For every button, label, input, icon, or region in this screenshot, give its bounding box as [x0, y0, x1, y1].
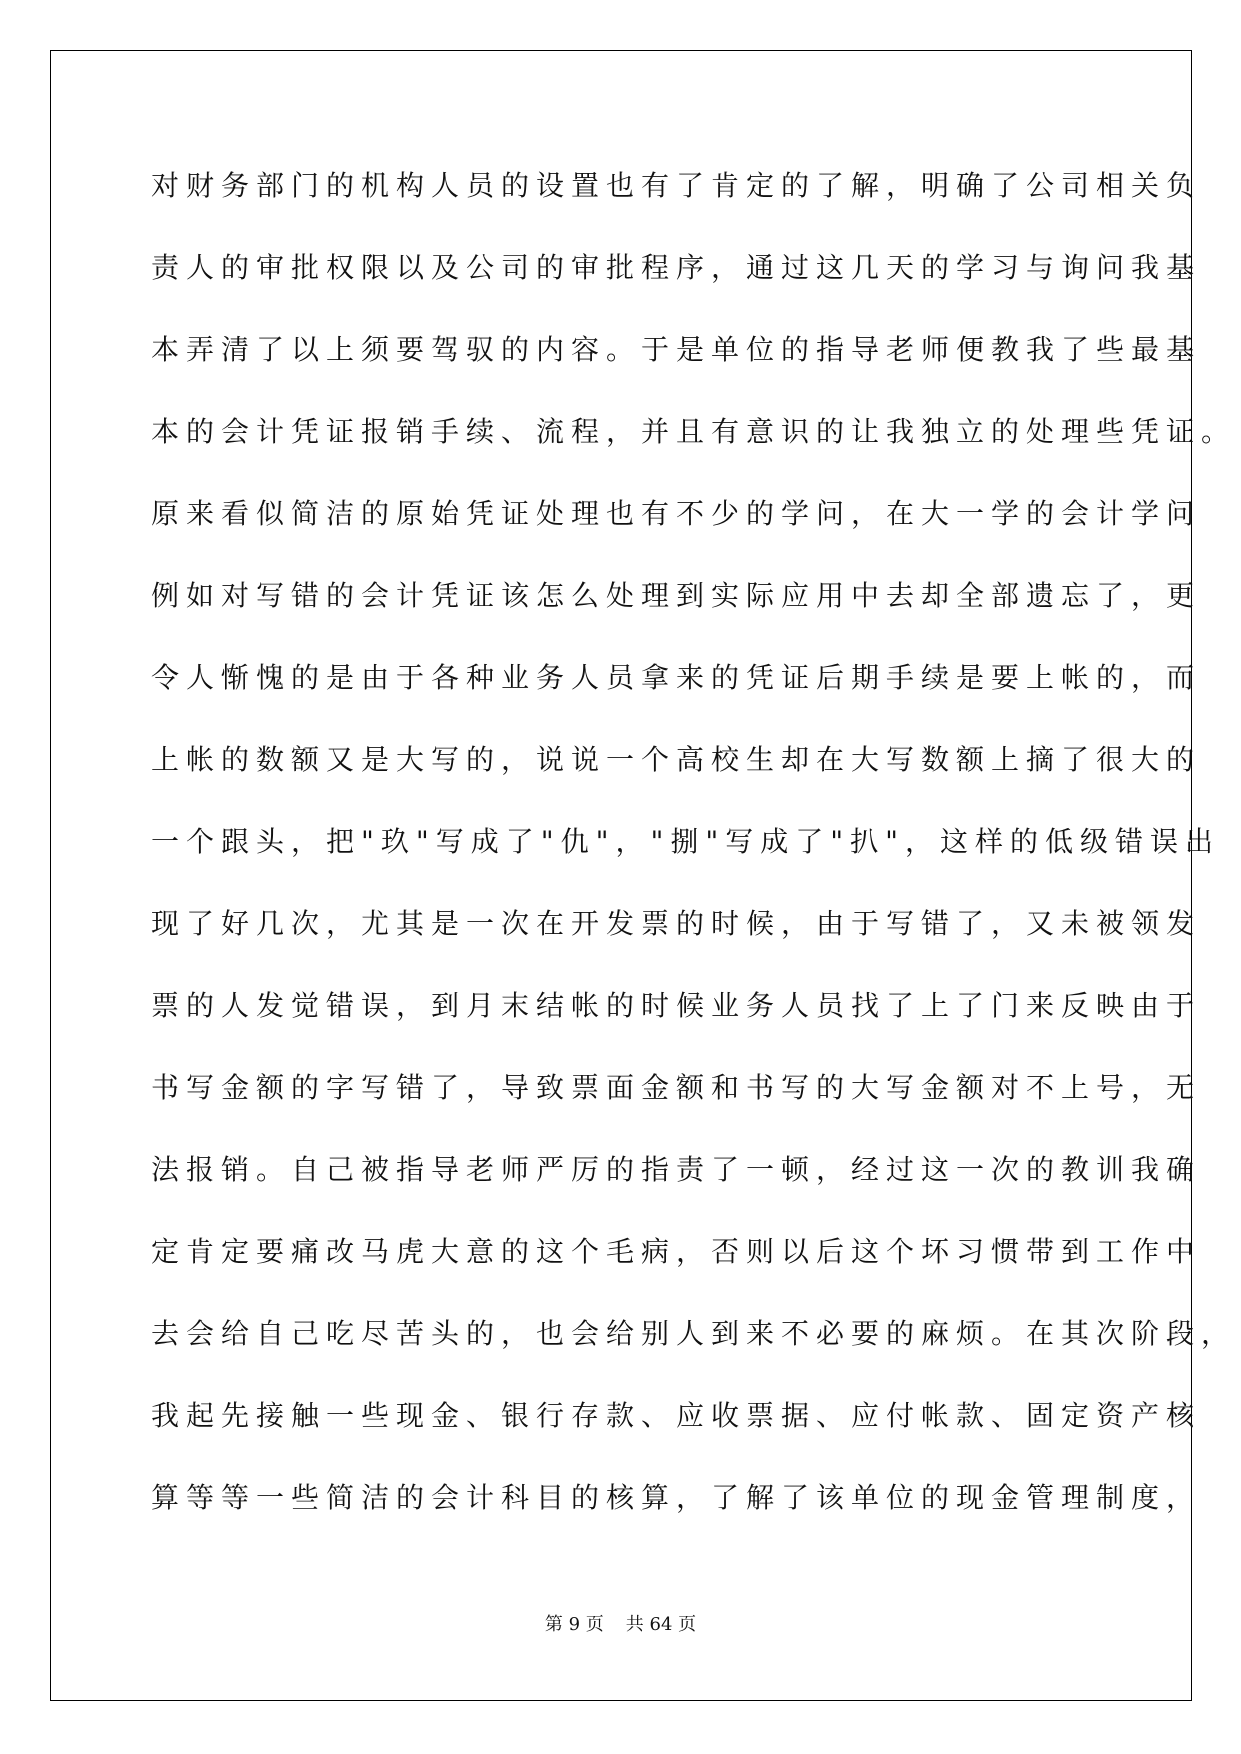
text-line: 定肯定要痛改马虎大意的这个毛病，否则以后这个坏习惯带到工作中	[151, 1235, 1202, 1268]
current-page-number: 第 9 页	[544, 1614, 604, 1635]
text-line: 令人惭愧的是由于各种业务人员拿来的凭证后期手续是要上帐的，而	[151, 661, 1202, 694]
text-line: 法报销。自己被指导老师严厉的指责了一顿，经过这一次的教训我确	[151, 1153, 1202, 1186]
text-line: 对财务部门的机构人员的设置也有了肯定的了解，明确了公司相关负	[151, 169, 1202, 202]
text-line: 原来看似简洁的原始凭证处理也有不少的学问，在大一学的会计学问	[151, 497, 1202, 530]
text-line: 算等等一些简洁的会计科目的核算，了解了该单位的现金管理制度，	[151, 1481, 1202, 1514]
text-line: 票的人发觉错误，到月末结帐的时候业务人员找了上了门来反映由于	[151, 989, 1202, 1022]
total-pages: 共 64 页	[625, 1614, 697, 1635]
document-body	[151, 157, 1237, 1539]
text-line: 本弄清了以上须要驾驭的内容。于是单位的指导老师便教我了些最基	[151, 333, 1202, 366]
text-line: 责人的审批权限以及公司的审批程序，通过这几天的学习与询问我基	[151, 251, 1202, 284]
text-line: 我起先接触一些现金、银行存款、应收票据、应付帐款、固定资产核	[151, 1399, 1202, 1432]
text-line: 本的会计凭证报销手续、流程，并且有意识的让我独立的处理些凭证。	[151, 415, 1237, 448]
page-footer	[0, 1610, 1241, 1636]
text-line: 书写金额的字写错了，导致票面金额和书写的大写金额对不上号，无	[151, 1071, 1202, 1104]
text-line: 一个跟头，把"玖"写成了"仇"，"捌"写成了"扒"，这样的低级错误出	[151, 825, 1221, 858]
text-line: 现了好几次，尤其是一次在开发票的时候，由于写错了，又未被领发	[151, 907, 1202, 940]
text-line: 去会给自己吃尽苦头的，也会给别人到来不必要的麻烦。在其次阶段，	[151, 1317, 1237, 1350]
text-line: 上帐的数额又是大写的，说说一个高校生却在大写数额上摘了很大的	[151, 743, 1202, 776]
text-line: 例如对写错的会计凭证该怎么处理到实际应用中去却全部遗忘了，更	[151, 579, 1202, 612]
